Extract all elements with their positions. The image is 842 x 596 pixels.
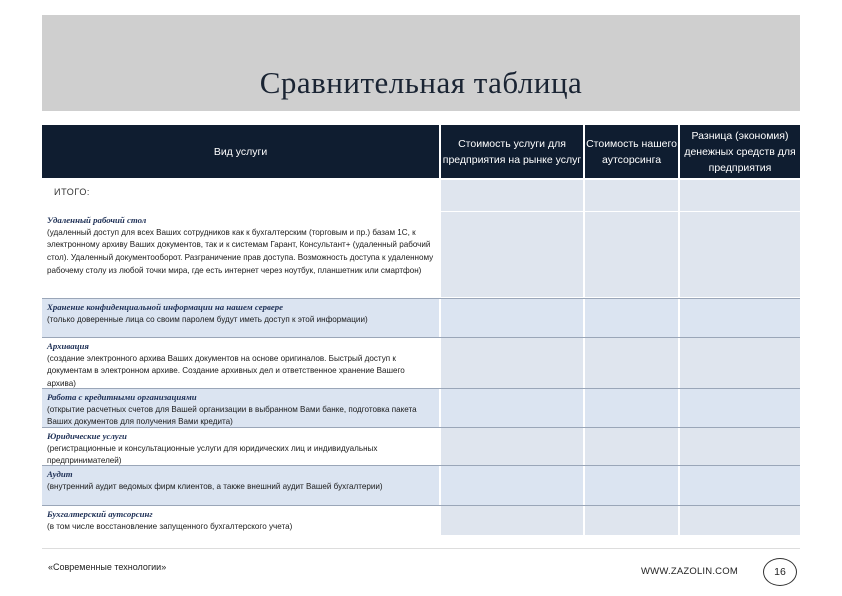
outsourcing-cost-cell: [585, 299, 678, 337]
table-row: [42, 428, 800, 465]
outsourcing-cost-cell: [585, 506, 678, 535]
service-name: Аудит: [47, 469, 73, 479]
total-row: [42, 180, 800, 211]
table-row: [42, 212, 800, 297]
service-description: (открытие расчетных счетов для Вашей организации в выбранном Вами банке, подготовка пакета Ваших документов для получения Вами кредита): [47, 404, 417, 427]
service-cell: [42, 299, 439, 337]
footer-divider: [42, 548, 800, 549]
service-description: (внутренний аудит ведомых фирм клиентов, а также внешний аудит Вашей бухгалтерии): [47, 481, 383, 491]
service-name: Юридические услуги: [47, 431, 127, 441]
service-cell: [42, 428, 439, 465]
total-difference-cell: [680, 180, 800, 211]
outsourcing-cost-cell: [585, 212, 678, 297]
outsourcing-cost-cell: [585, 338, 678, 388]
difference-cell: [680, 389, 800, 427]
service-cell: [42, 338, 439, 388]
table-row: [42, 389, 800, 427]
service-cell: [42, 506, 439, 535]
service-name: Хранение конфиденциальной информации на нашем сервере: [47, 302, 284, 312]
difference-cell: [680, 212, 800, 297]
outsourcing-cost-cell: [585, 428, 678, 465]
difference-cell: [680, 506, 800, 535]
difference-cell: [680, 299, 800, 337]
table-row: [42, 299, 800, 337]
total-outsourcing-cost-cell: [585, 180, 678, 211]
total-market-cost-cell: [441, 180, 583, 211]
header-outsourcing-cost: Стоимость нашего аутсорсинга: [585, 125, 678, 178]
title-band: [42, 15, 800, 111]
header-service: Вид услуги: [42, 125, 439, 178]
total-label: ИТОГО:: [42, 180, 439, 211]
market-cost-cell: [441, 466, 583, 505]
service-description: (регистрационные и консультационные услуги для юридических лиц и индивидуальных предпринимателей): [47, 443, 378, 465]
outsourcing-cost-cell: [585, 389, 678, 427]
service-cell: [42, 212, 439, 297]
service-cell: [42, 466, 439, 505]
footer-company: «Современные технологии»: [48, 562, 167, 572]
service-description: (в том числе восстановление запущенного бухгалтерского учета): [47, 521, 293, 531]
service-cell: [42, 389, 439, 427]
service-name: Бухгалтерский аутсорсинг: [47, 509, 153, 519]
page-title: Сравнительная таблица: [259, 65, 583, 100]
market-cost-cell: [441, 506, 583, 535]
header-market-cost: Стоимость услуги для предприятия на рынке услуг: [441, 125, 583, 178]
market-cost-cell: [441, 212, 583, 297]
service-name: Работа с кредитными организациями: [47, 392, 197, 402]
difference-cell: [680, 428, 800, 465]
table-row: [42, 506, 800, 535]
table-row: [42, 338, 800, 388]
market-cost-cell: [441, 389, 583, 427]
service-description: (создание электронного архива Ваших документов на основе оригиналов. Быстрый доступ к документам в электронном архиве. Создание архивных дел и ответственное хранение Вашего архива): [47, 353, 405, 388]
outsourcing-cost-cell: [585, 466, 678, 505]
market-cost-cell: [441, 428, 583, 465]
service-description: (удаленный доступ для всех Ваших сотрудников как к бухгалтерским (торговым и пр.) базам 1С, к электронному архиву Ваших документов, так и к системам Гарант, Консультант+ (удаленный рабочий стол). Удаленный документооборот. Разграничение прав доступа. Возможность доступа к удаленному рабочему столу из любой точки мира, где есть интернет через ноутбук, планшетник или смартфон): [47, 227, 434, 275]
page-number: 16: [763, 558, 797, 586]
market-cost-cell: [441, 338, 583, 388]
service-name: Архивация: [47, 341, 89, 351]
market-cost-cell: [441, 299, 583, 337]
header-difference: Разница (экономия) денежных средств для предприятия: [680, 125, 800, 178]
footer-website: WWW.ZAZOLIN.COM: [641, 566, 738, 577]
difference-cell: [680, 338, 800, 388]
difference-cell: [680, 466, 800, 505]
service-name: Удаленный рабочий стол: [47, 215, 147, 225]
service-description: (только доверенные лица со своим паролем будут иметь доступ к этой информации): [47, 314, 368, 324]
table-row: [42, 466, 800, 505]
